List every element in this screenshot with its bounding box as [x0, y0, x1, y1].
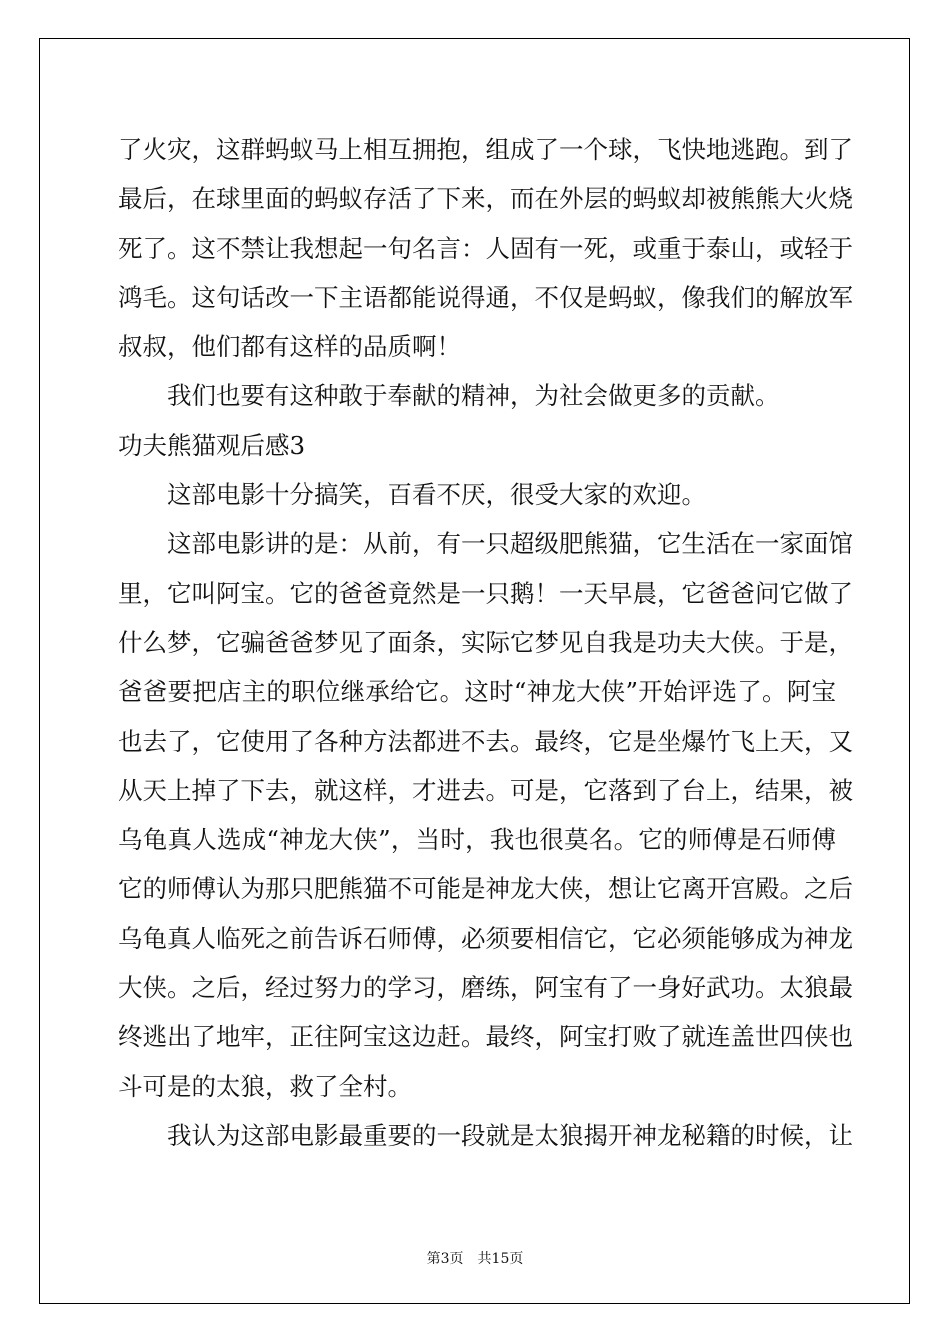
- text-line: 大侠。之后，经过努力的学习，磨练，阿宝有了一身好武功。太狼最: [118, 973, 853, 1003]
- text-line: 从天上掉了下去，就这样，才进去。可是，它落到了台上，结果，被: [118, 775, 853, 805]
- total-pages: 共15页: [477, 1251, 524, 1267]
- text-line: 它的师傅认为那只肥熊猫不可能是神龙大侠，想让它离开宫殿。之后: [118, 874, 853, 904]
- document-body: [118, 125, 853, 1160]
- text-line: 我认为这部电影最重要的一段就是太狼揭开神龙秘籍的时候，让: [167, 1120, 853, 1150]
- page-number: 第3页: [426, 1251, 464, 1267]
- text-line: 乌龟真人选成“神龙大侠”，当时，我也很莫名。它的师傅是石师傅: [118, 825, 836, 855]
- text-line: 爸爸要把店主的职位继承给它。这时“神龙大侠”开始评选了。阿宝: [118, 677, 836, 707]
- text-line: 什么梦，它骗爸爸梦见了面条，实际它梦见自我是功夫大侠。于是，: [118, 627, 853, 657]
- page-footer: [0, 1248, 950, 1268]
- text-line: 最后，在球里面的蚂蚁存活了下来，而在外层的蚂蚁却被熊熊大火烧: [118, 184, 853, 214]
- text-line: 里，它叫阿宝。它的爸爸竟然是一只鹅！一天早晨，它爸爸问它做了: [118, 578, 853, 608]
- text-line: 死了。这不禁让我想起一句名言：人固有一死，或重于泰山，或轻于: [118, 233, 853, 263]
- text-line: 这部电影讲的是：从前，有一只超级肥熊猫，它生活在一家面馆: [167, 529, 853, 559]
- text-line: 斗可是的太狼，救了全村。: [118, 1071, 412, 1101]
- text-line: 叔叔，他们都有这样的品质啊！: [118, 332, 461, 362]
- text-line: 了火灾，这群蚂蚁马上相互拥抱，组成了一个球，飞快地逃跑。到了: [118, 135, 853, 164]
- text-line: 我们也要有这种敢于奉献的精神，为社会做更多的贡献。: [167, 381, 780, 411]
- text-line: 终逃出了地牢，正往阿宝这边赶。最终，阿宝打败了就连盖世四侠也: [118, 1022, 853, 1052]
- text-line: 也去了，它使用了各种方法都进不去。最终，它是坐爆竹飞上天，又: [118, 726, 853, 756]
- text-line: 鸿毛。这句话改一下主语都能说得通，不仅是蚂蚁，像我们的解放军: [118, 282, 853, 312]
- text-line: 乌龟真人临死之前告诉石师傅，必须要相信它，它必须能够成为神龙: [118, 923, 853, 953]
- text-line: 这部电影十分搞笑，百看不厌，很受大家的欢迎。: [167, 480, 706, 510]
- text-line: 功夫熊猫观后感3: [118, 430, 306, 460]
